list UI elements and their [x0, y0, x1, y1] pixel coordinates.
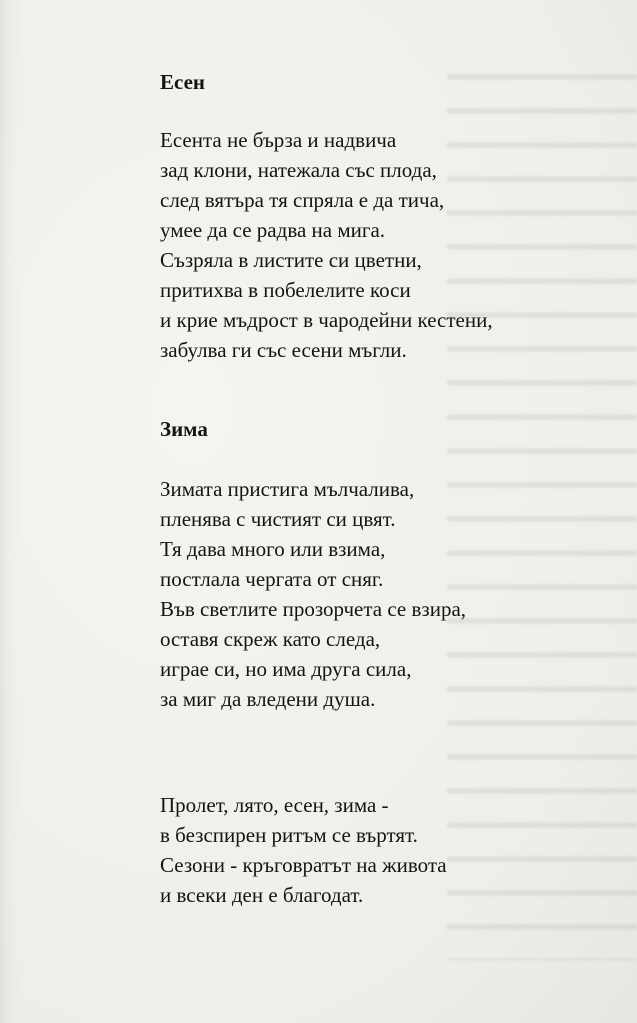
poem-line: Сезони - кръговратът на живота — [160, 853, 447, 877]
poem-line: Съзряла в листите си цветни, — [160, 248, 422, 272]
poem-line: пленява с чистият си цвят. — [160, 507, 396, 531]
autumn-title: Есен — [160, 70, 206, 94]
poem-line: постлала чергата от сняг. — [160, 567, 384, 591]
poem-line: Зимата пристига мълчалива, — [160, 477, 415, 501]
winter-section — [160, 415, 466, 714]
poem-line: зад клони, натежала със плода, — [160, 158, 437, 182]
poem-line: оставя скреж като следа, — [160, 627, 381, 651]
poem-line: и крие мъдрост в чародейни кестени, — [160, 308, 493, 332]
autumn-stanza — [160, 125, 493, 365]
poem-line: умее да се радва на мига. — [160, 218, 386, 242]
autumn-section — [160, 68, 493, 365]
winter-title: Зима — [160, 417, 208, 441]
poem-line: притихва в побелелите коси — [160, 278, 411, 302]
poem-line: Есента не бърза и надвича — [160, 128, 397, 152]
poem-line: и всеки ден е благодат. — [160, 883, 364, 907]
poem-line: Тя дава много или взима, — [160, 537, 386, 561]
poem-line: Във светлите прозорчета се взира, — [160, 597, 467, 621]
poem-line: след вятъра тя спряла е да тича, — [160, 188, 445, 212]
winter-stanza — [160, 474, 466, 714]
final-stanza — [160, 790, 447, 910]
poem-line: за миг да вледени душа. — [160, 687, 376, 711]
poem-line: Пролет, лято, есен, зима - — [160, 793, 389, 817]
poem-line: играе си, но има друга сила, — [160, 657, 412, 681]
final-stanza-section — [160, 790, 447, 910]
poem-line: забулва ги със есени мъгли. — [160, 338, 407, 362]
poem-line: в безспирен ритъм се въртят. — [160, 823, 418, 847]
